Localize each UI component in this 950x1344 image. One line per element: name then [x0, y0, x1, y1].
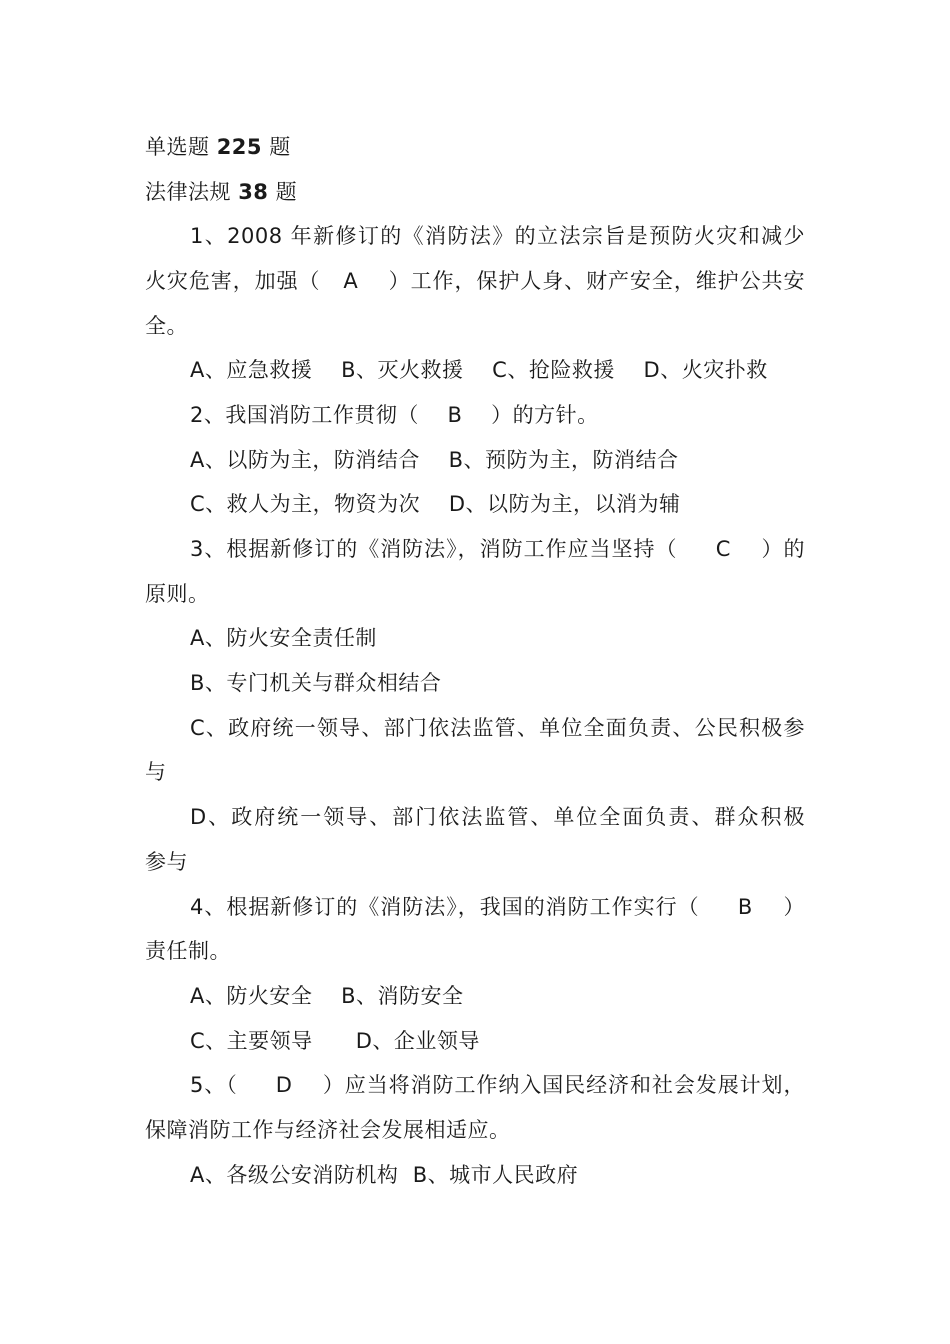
- heading-text: 单选题: [145, 135, 217, 159]
- question-2-options: C、救人为主，物资为次 D、以防为主，以消为辅: [190, 492, 681, 516]
- question-5-text: 保障消防工作与经济社会发展相适应。: [145, 1118, 511, 1142]
- heading-text: 题: [268, 180, 298, 204]
- subsection-heading: [145, 177, 297, 207]
- question-4-text: 4、根据新修订的《消防法》，我国的消防工作实行（ B ）: [190, 895, 805, 919]
- question-1-text: 火灾危害，加强（ A ）工作，保护人身、财产安全，维护公共安: [145, 269, 805, 293]
- question-5-options: A、各级公安消防机构 B、城市人民政府: [190, 1163, 579, 1187]
- heading-text: 题: [262, 135, 291, 159]
- question-3-text: 原则。: [145, 582, 210, 606]
- heading-text: 法律法规: [145, 180, 239, 204]
- heading-count: 225: [216, 135, 263, 159]
- question-3-option: C、政府统一领导、部门依法监管、单位全面负责、公民积极参: [190, 716, 805, 740]
- question-1-options: A、应急救援 B、灭火救援 C、抢险救援 D、火灾扑救: [190, 358, 768, 382]
- question-3-option: B、专门机关与群众相结合: [190, 671, 442, 695]
- heading-count: 38: [238, 180, 269, 204]
- question-5-text: 5、（ D ）应当将消防工作纳入国民经济和社会发展计划，: [190, 1073, 805, 1097]
- question-3-option: 与: [145, 760, 167, 784]
- question-3-text: 3、根据新修订的《消防法》，消防工作应当坚持（ C ）的: [190, 537, 805, 561]
- question-4-text: 责任制。: [145, 939, 231, 963]
- question-3-option: D、政府统一领导、部门依法监管、单位全面负责、群众积极: [190, 805, 805, 829]
- question-3-option: 参与: [145, 850, 188, 874]
- section-heading: [145, 132, 291, 162]
- question-2-options: A、以防为主，防消结合 B、预防为主，防消结合: [190, 448, 679, 472]
- question-4-options: A、防火安全 B、消防安全: [190, 984, 464, 1008]
- question-4-options: C、主要领导 D、企业领导: [190, 1029, 480, 1053]
- question-3-option: A、防火安全责任制: [190, 626, 377, 650]
- question-1-text: 全。: [145, 314, 188, 338]
- question-2-text: 2、我国消防工作贯彻（ B ）的方针。: [190, 403, 599, 427]
- question-1-text: 1、2008 年新修订的《消防法》的立法宗旨是预防火灾和减少: [190, 224, 805, 248]
